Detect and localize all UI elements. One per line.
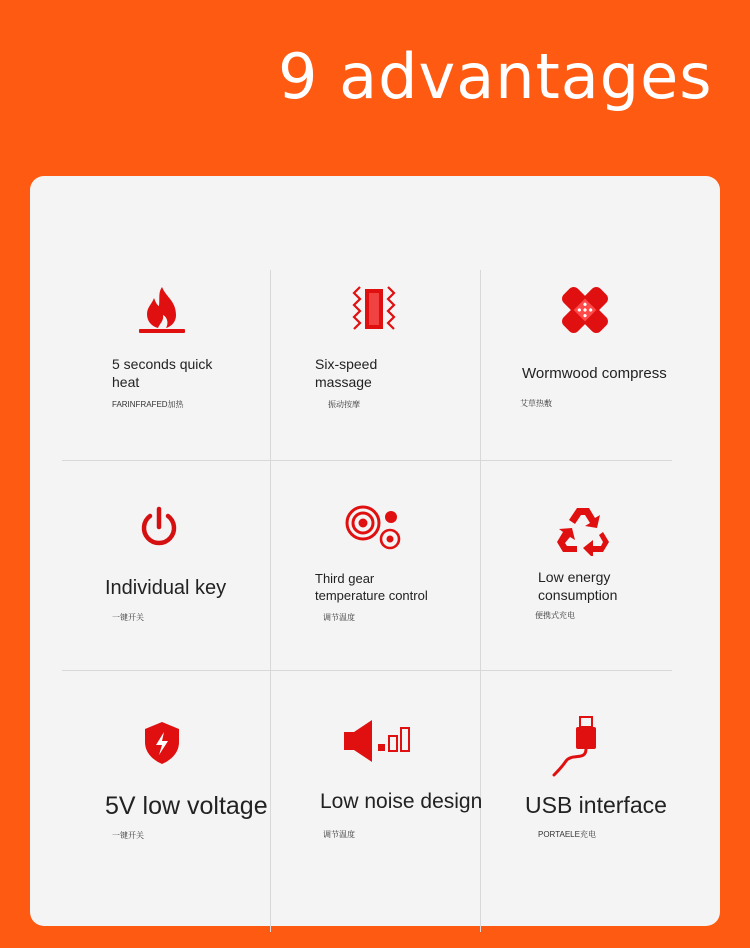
grid-divider-v2 xyxy=(480,270,481,932)
feature-subtitle: 一键开关 xyxy=(112,831,144,840)
feature-title-line: Six-speed xyxy=(315,356,378,372)
grid-divider-v1 xyxy=(270,270,271,932)
power-icon xyxy=(137,505,181,549)
feature-title-line: 5 seconds quick xyxy=(112,356,213,372)
feature-subtitle: 便携式充电 xyxy=(535,611,575,620)
feature-title-line: temperature control xyxy=(315,587,428,603)
feature-title-line: Low noise design xyxy=(320,790,483,813)
feature-title-line: Wormwood compress xyxy=(522,365,667,382)
speaker-low-icon xyxy=(342,718,414,764)
page-title: 9 advantages xyxy=(278,40,713,113)
feature-title-line: massage xyxy=(315,374,372,391)
target-icon xyxy=(345,503,405,551)
shield-bolt-icon xyxy=(142,720,182,766)
flame-icon xyxy=(136,285,188,335)
bandage-icon xyxy=(558,285,612,335)
feature-subtitle: 振动按摩 xyxy=(328,400,360,409)
feature-subtitle: PORTAELE充电 xyxy=(538,830,596,839)
feature-title-line: 5V low voltage xyxy=(105,792,268,820)
usb-plug-icon xyxy=(552,715,608,779)
feature-subtitle: FARINFRAFED加热 xyxy=(112,400,184,409)
feature-title-line: Third gear xyxy=(315,571,375,586)
feature-subtitle: 调节温度 xyxy=(323,830,355,839)
feature-subtitle: 一键开关 xyxy=(112,613,144,622)
feature-title-line: heat xyxy=(112,374,140,391)
feature-subtitle: 艾草热敷 xyxy=(520,399,552,408)
vibration-icon xyxy=(350,285,398,333)
recycle-icon xyxy=(555,502,611,556)
feature-title-line: Individual key xyxy=(105,577,227,599)
feature-title-line: Low energy xyxy=(538,569,611,585)
grid-divider-h1 xyxy=(62,460,672,461)
feature-subtitle: 调节温度 xyxy=(323,613,355,622)
grid-divider-h2 xyxy=(62,670,672,671)
feature-title-line: USB interface xyxy=(525,792,667,818)
feature-title-line: consumption xyxy=(538,587,618,604)
